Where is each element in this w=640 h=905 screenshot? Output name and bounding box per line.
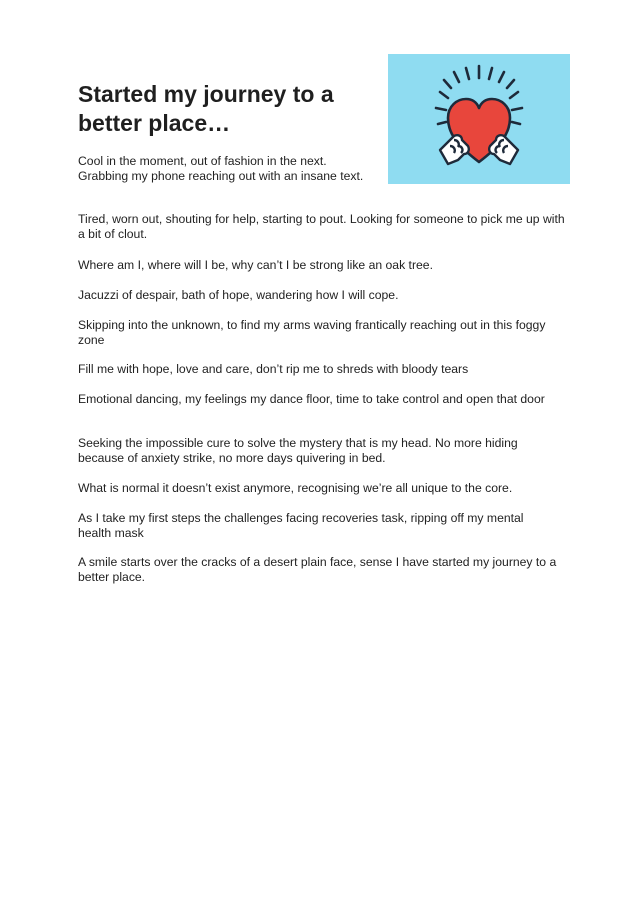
stanza-5: Skipping into the unknown, to find my arms waving frantically reaching out in this foggy zone [78,318,546,347]
heart-in-hands-illustration [388,54,570,184]
stanza-3: Where am I, where will I be, why can’t I be strong like an oak tree. [78,258,433,272]
heart-in-hands-icon [388,54,570,184]
stanza-4: Jacuzzi of despair, bath of hope, wandering how I will cope. [78,288,399,302]
stanza-11: A smile starts over the cracks of a desert plain face, sense I have started my journey to a better place. [78,555,557,584]
page-title: Started my journey to a better place… [78,81,334,136]
stanza-8: Seeking the impossible cure to solve the mystery that is my head. No more hiding because of anxiety strike, no more days quivering in bed. [78,436,518,465]
stanza-6: Fill me with hope, love and care, don’t rip me to shreds with bloody tears [78,362,469,376]
stanza-10: As I take my first steps the challenges facing recoveries task, ripping off my mental health mask [78,511,524,540]
stanza-2: Tired, worn out, shouting for help, starting to pout. Looking for someone to pick me up with a bit of clout. [78,212,565,241]
stanza-1: Cool in the moment, out of fashion in the next. Grabbing my phone reaching out with an insane text. [78,154,364,183]
stanza-9: What is normal it doesn’t exist anymore, recognising we’re all unique to the core. [78,481,513,495]
stanza-7: Emotional dancing, my feelings my dance floor, time to take control and open that door [78,392,545,406]
